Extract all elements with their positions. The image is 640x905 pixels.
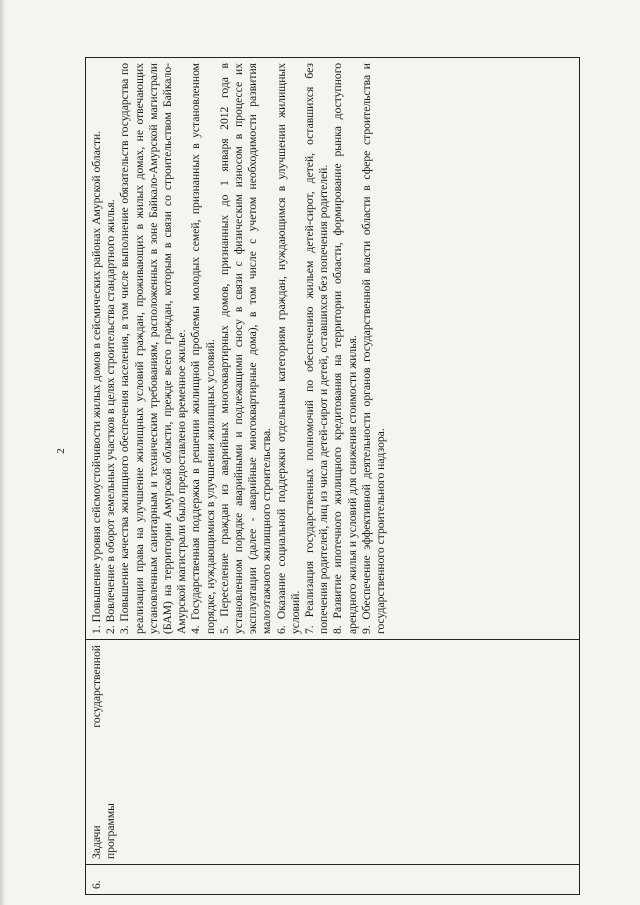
row-label-word: государственной bbox=[90, 645, 103, 728]
task-item: 2. Вовлечение в оборот земельных участков в целях строительства стандартного жилья. bbox=[104, 199, 118, 634]
task-item: 5. Переселение граждан из аварийных многоквартирных домов, признанных до 1 января 2012 года в установленном порядке аварийными и подлежащими сносу в связи с физическим износом в процессе их эксплуатации (далее - аварийные многоквартирные дома), в том числе с учетом необходимости развития малоэтажного жилищного строительства. bbox=[217, 63, 274, 634]
row-label-word: программы bbox=[104, 803, 118, 859]
task-item: 4. Государственная поддержка в решении жилищной проблемы молодых семей, признанных в установленном порядке, нуждающимися в улучшении жилищных условий. bbox=[189, 63, 217, 634]
rotated-page-content bbox=[85, 57, 580, 895]
scan-edge-shadow bbox=[0, 0, 6, 905]
task-item: 3. Повышение качества жилищного обеспечения населения, в том числе выполнение обязательств государства по реализации права на улучшение жилищных условий граждан, проживающих в жилых домах, не отвечающих установленным санитарным и техническим требованиям, расположенных в зоне Байкало-Амурской магистрали (БАМ) на территории Амурской области, прежде всего граждан, которым в связи со строительством Байкало-Амурской магистрали было предоставлено временное жилье. bbox=[118, 63, 189, 634]
row-number-cell bbox=[86, 865, 580, 895]
page-number: 2 bbox=[54, 448, 67, 454]
task-item: 1. Повышение уровня сейсмоустойчивости жилых домов в сейсмических районах Амурской области. bbox=[90, 130, 103, 634]
task-item: 8. Развитие ипотечного жилищного кредитования на территории области, формирование рынка доступного арендного жилья и условий для снижения стоимости жилья. bbox=[331, 63, 359, 634]
row-label-line bbox=[90, 645, 104, 859]
tasks-cell bbox=[86, 58, 580, 640]
row-number: 6. bbox=[90, 880, 103, 889]
program-tasks-table bbox=[85, 57, 580, 895]
table-row bbox=[86, 58, 580, 895]
task-item: 7. Реализация государственных полномочий по обеспечению жильем детей-сирот, детей, оставшихся без попечения родителей, лиц из числа детей-сирот и детей, оставшихся без попечения родителей. bbox=[303, 63, 331, 634]
task-item: 9. Обеспечение эффективной деятельности органов государственной власти области в сфере строительства и государственного строительного надзора. bbox=[359, 63, 388, 634]
task-item: 6. Оказание социальной поддержки отдельным категориям граждан, нуждающимся в улучшении жилищных условий. bbox=[274, 63, 302, 634]
row-label-word: Задачи bbox=[90, 825, 103, 859]
row-label-cell bbox=[86, 640, 580, 865]
